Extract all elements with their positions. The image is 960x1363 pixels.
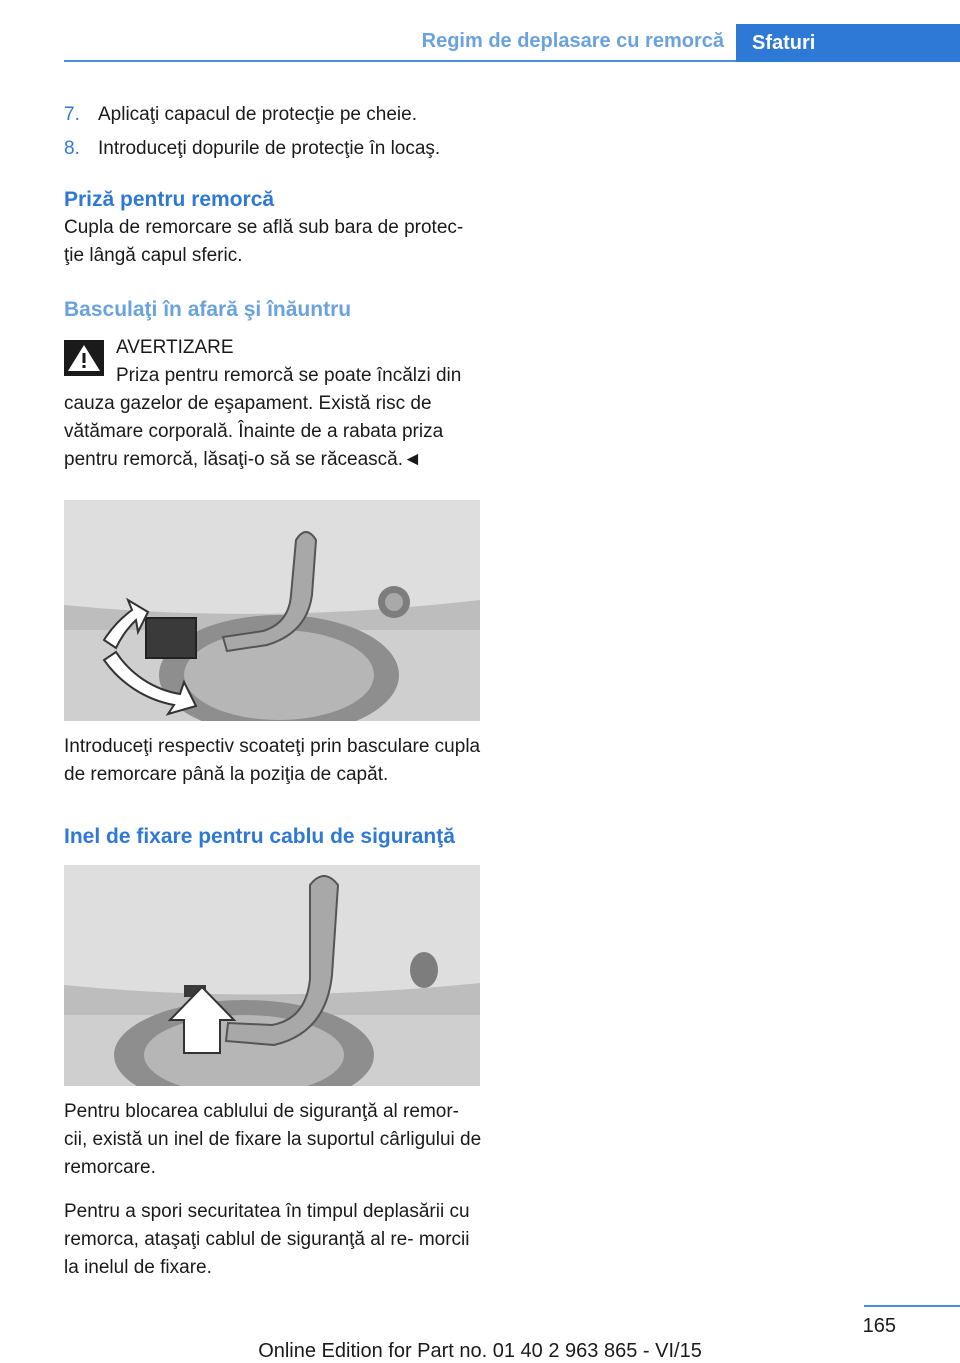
list-item bbox=[64, 100, 484, 130]
socket-description: Cupla de remorcare se află sub bara de protec‐ ţie lângă capul sferic. bbox=[64, 217, 464, 266]
section-heading-safety-ring: Inel de fixare pentru cablu de siguranţă bbox=[64, 825, 455, 848]
header-chapter-tab[interactable]: Sfaturi bbox=[736, 24, 960, 62]
section-heading-trailer-socket: Priză pentru remorcă bbox=[64, 188, 275, 211]
header-section-title: Regim de deplasare cu remorcă bbox=[421, 30, 724, 52]
trailer-socket-photo bbox=[64, 500, 480, 721]
footer-edition: Online Edition for Part no. 01 40 2 963 865 - VI/15 bbox=[258, 1340, 702, 1362]
safety-ring-description: Pentru blocarea cablului de siguranţă al remor‐ cii, există un inel de fixare la suportul cârligului de remorcare. bbox=[64, 1101, 482, 1178]
warning-label: AVERTIZARE bbox=[116, 337, 234, 358]
warning-block bbox=[64, 334, 484, 474]
swing-caption: Introduceţi respectiv scoateţi prin basculare cupla de remorcare până la poziţia de capăt. bbox=[64, 736, 481, 785]
step-text: Aplicaţi capacul de protecţie pe cheie. bbox=[98, 104, 417, 125]
page-content bbox=[64, 100, 484, 1282]
warning-icon bbox=[64, 340, 104, 376]
step-text: Introduceţi dopurile de protecţie în locaş. bbox=[98, 138, 441, 159]
page-number: 165 bbox=[862, 1315, 896, 1337]
step-number: 7. bbox=[64, 104, 80, 125]
footer-rule bbox=[864, 1305, 960, 1307]
step-number: 8. bbox=[64, 138, 80, 159]
safety-ring-instruction: Pentru a spori securitatea în timpul deplasării cu remorca, ataşaţi cablul de siguranţă al re‐ morcii la inelul de fixare. bbox=[64, 1201, 470, 1278]
list-item bbox=[64, 134, 484, 164]
warning-text: Priza pentru remorcă se poate încălzi din cauza gazelor de eşapament. Există risc de vătămare corporală. Înainte de a rabata priza pentru remorcă, lăsaţi-o să se răcească.◄ bbox=[64, 365, 462, 470]
subsection-heading-swing: Basculaţi în afară şi înăuntru bbox=[64, 298, 352, 321]
safety-ring-photo bbox=[64, 865, 480, 1086]
